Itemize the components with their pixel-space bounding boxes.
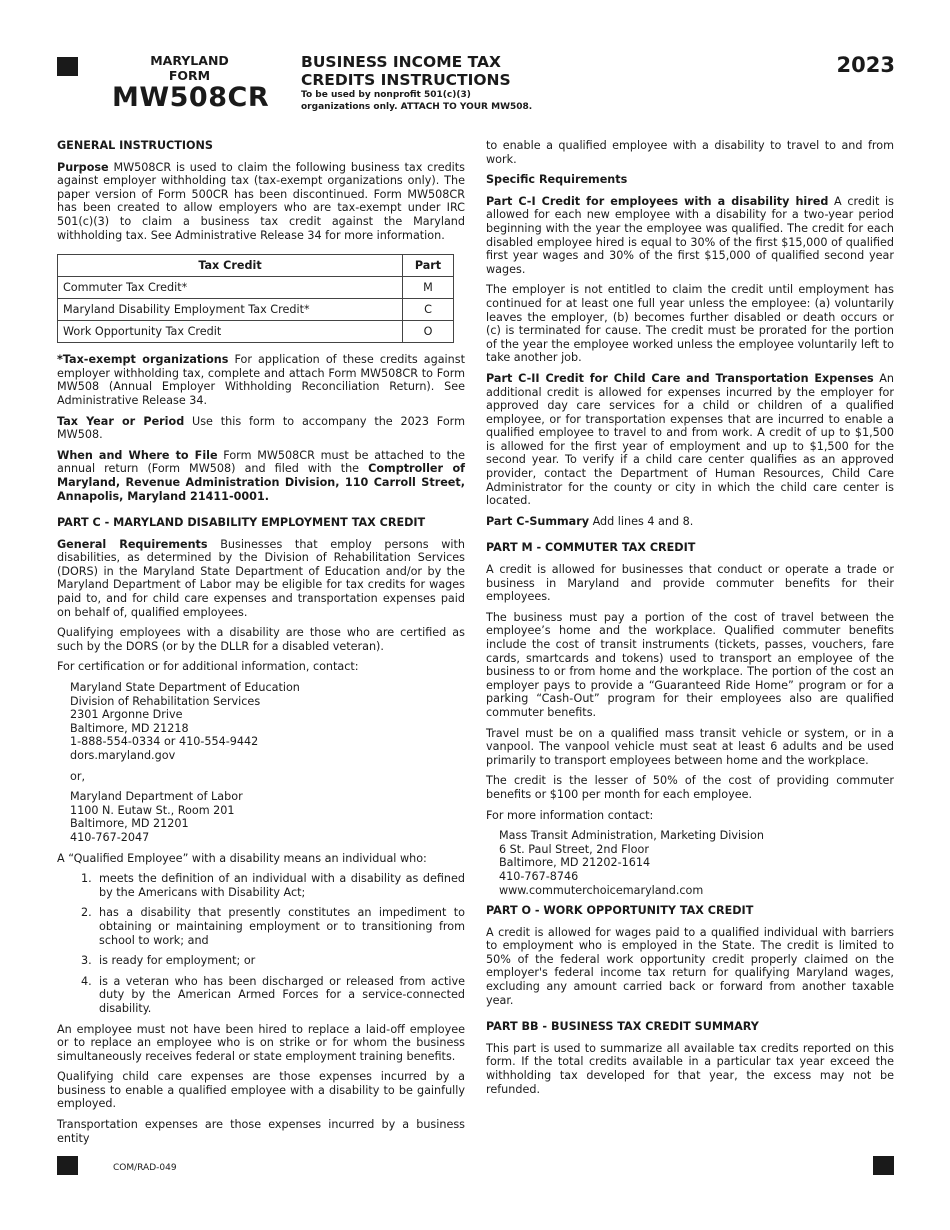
- column-header-part: Part: [403, 255, 454, 277]
- registration-mark-bottom-right: [873, 1156, 894, 1175]
- part-c-ii-label: Part C-II Credit for Child Care and Transportation Expenses: [486, 371, 874, 385]
- address-line: Baltimore, MD 21201: [70, 817, 189, 831]
- part-o-paragraph: A credit is allowed for wages paid to a qualified individual with barriers to employment who is employed in the State. The credit is limited to 50% of the federal work opportunity credit properly claimed on the employer's federal income tax return for qualifying Maryland wages, excluding any amount carried back or forward from another taxable year.: [486, 925, 894, 1007]
- address-line: 6 St. Paul Street, 2nd Floor: [499, 842, 649, 856]
- tax-exempt-paragraph: [57, 353, 465, 407]
- part-c-summary-paragraph: [486, 515, 894, 529]
- registration-mark-bottom-left: [57, 1156, 78, 1175]
- part-m-contact-intro: For more information contact:: [486, 808, 654, 822]
- list-item: [57, 872, 465, 899]
- purpose-text: MW508CR is used to claim the following business tax credits against employer withholding tax (tax-exempt organizations only). The paper version of Form 500CR has been discontinued. Form MW508CR has been created to allow employers who are tax-exempt under IRC 501(c)(3) to claim a business tax credit against the Maryland withholding tax. See Administrative Release 34 for more information.: [57, 160, 465, 242]
- state-label: MARYLAND: [150, 53, 229, 68]
- tax-credit-table: [57, 254, 454, 343]
- child-care-expenses-paragraph: Qualifying child care expenses are those expenses incurred by a business to enable a qualified employee with a disability to be gainfully employed.: [57, 1070, 465, 1111]
- address-line: dors.maryland.gov: [70, 749, 176, 762]
- list-number: 4.: [81, 974, 92, 988]
- part-c-i-continued-paragraph: The employer is not entitled to claim the credit until employment has continued for at least one full year unless the employee: (a) voluntarily leaves the employer, (b) becomes further disabled or death occurs or (c) is terminated for cause. The credit must be prorated for the portion of the year the employee worked unless the employee voluntarily left to take another job.: [486, 283, 894, 365]
- specific-requirements-heading: Specific Requirements: [486, 173, 628, 187]
- filing-address: Comptroller of Maryland, Revenue Administration Division, 110 Carroll Street, Annapolis, Maryland 21411-0001.: [57, 462, 465, 503]
- part-m-paragraph-3: Travel must be on a qualified mass transit vehicle or system, or in a vanpool. The vanpool vehicle must seat at least 6 adults and be used primarily to transport employees between home and the workplace.: [486, 726, 894, 767]
- part-c-ii-text: An additional credit is allowed for expenses incurred by the employer for approved day care services for a child or children of a qualified employee, or for transportation expenses that are incurred to enable a qualified employee to travel to and from work. A credit of up to $1,500 is allowed for the first year of employment and up to $1,500 for the second year. To verify if a child care center qualifies as an approved provider, contact the Department of Human Resources, Child Care Administrator for the county or city in which the child care center is located.: [486, 371, 894, 508]
- column-header-tax-credit: Tax Credit: [58, 255, 403, 277]
- tax-year-text: Use this form to accompany the 2023 Form MW508.: [57, 414, 465, 442]
- list-number: 3.: [81, 954, 92, 968]
- dors-address: [70, 681, 465, 763]
- part-bb-paragraph: This part is used to summarize all available tax credits reported on this form. If the total credits available in a particular tax year exceed the withholding tax developed for that year, the excess may not be refunded.: [486, 1041, 894, 1096]
- form-word: FORM: [168, 68, 211, 83]
- list-number: 2.: [81, 906, 92, 920]
- subtitle-line-1: To be used by nonprofit 501(c)(3): [301, 90, 471, 100]
- part-m-heading: PART M - COMMUTER TAX CREDIT: [486, 541, 696, 555]
- address-line: Maryland Department of Labor: [70, 790, 243, 804]
- registration-mark-top-left: [57, 57, 78, 76]
- list-item-text: meets the definition of an individual with a disability as defined by the Americans with Disability Act;: [99, 872, 465, 899]
- right-column: [486, 139, 894, 1103]
- part-c-summary-label: Part C-Summary: [486, 514, 590, 528]
- transportation-expenses-continued: to enable a qualified employee with a disability to travel to and from work.: [486, 139, 894, 166]
- credit-name: Maryland Disability Employment Tax Credit*: [58, 299, 403, 321]
- mta-address: [499, 829, 894, 897]
- title-line-2: CREDITS INSTRUCTIONS: [301, 71, 511, 89]
- tax-year-label: Tax Year or Period: [57, 414, 185, 428]
- list-item-text: has a disability that presently constitutes an impediment to obtaining or maintaining employment or to transitioning from school to work; and: [99, 906, 465, 947]
- address-line: Maryland State Department of Education: [70, 681, 300, 695]
- form-name: MW508CR: [112, 82, 270, 113]
- part-m-paragraph-2: The business must pay a portion of the cost of travel between the employee’s home and the workplace. Qualified commuter benefits include the cost of transit instruments (tickets, passes, vouchers, fare cards, smartcards and tokens) used to transport an employee of the business to or from home and the workplace. The portion of the cost an employer pays to provide a “Guaranteed Ride Home” program or for a parking “Cash-Out” program for their employees also are qualified commuter benefits.: [486, 610, 894, 719]
- part-c-i-paragraph: [486, 195, 894, 277]
- table-row: [58, 277, 454, 299]
- qualifying-employees-paragraph: Qualifying employees with a disability are those who are certified as such by the DORS (or by the DLLR for a disabled veteran).: [57, 626, 465, 653]
- or-text: or,: [70, 769, 86, 783]
- address-line: Baltimore, MD 21202-1614: [499, 856, 651, 870]
- subtitle-line-2: organizations only. ATTACH TO YOUR MW508.: [301, 102, 533, 112]
- part-bb-heading: PART BB - BUSINESS TAX CREDIT SUMMARY: [486, 1020, 759, 1034]
- part-c-i-text: A credit is allowed for each new employee with a disability for a two-year period beginning with the year the employee was qualified. The credit for each disabled employee hired is equal to 30% of the first $15,000 of qualified first year wages and 30% of the first $15,000 of qualified second year wages.: [486, 194, 894, 276]
- title-line-1: BUSINESS INCOME TAX: [301, 53, 501, 71]
- credit-part: O: [403, 321, 454, 343]
- general-instructions-heading: GENERAL INSTRUCTIONS: [57, 139, 213, 152]
- not-hired-to-replace-paragraph: An employee must not have been hired to replace a laid-off employee or to replace an employee who is on strike or for whom the business simultaneously receives federal or state employment training benefits.: [57, 1022, 465, 1063]
- address-line: 410-767-8746: [499, 869, 579, 883]
- part-c-ii-paragraph: [486, 372, 894, 508]
- form-code: COM/RAD-049: [113, 1163, 177, 1173]
- address-line: Mass Transit Administration, Marketing Division: [499, 829, 764, 843]
- tax-exempt-label: *Tax-exempt organizations: [57, 353, 229, 367]
- general-requirements-paragraph: [57, 538, 465, 620]
- table-row: [58, 321, 454, 343]
- transportation-expenses-paragraph: Transportation expenses are those expenses incurred by a business entity: [57, 1118, 465, 1145]
- when-where-label: When and Where to File: [57, 448, 218, 462]
- address-line: 1100 N. Eutaw St., Room 201: [70, 803, 235, 817]
- table-header-row: [58, 255, 454, 277]
- part-c-heading: PART C - MARYLAND DISABILITY EMPLOYMENT TAX CREDIT: [57, 516, 426, 530]
- part-m-paragraph-1: A credit is allowed for businesses that conduct or operate a trade or business in Maryland and provide commuter benefits for their employees.: [486, 563, 894, 604]
- list-item-text: is ready for employment; or: [99, 954, 256, 968]
- list-item: [57, 975, 465, 1016]
- part-c-summary-text: Add lines 4 and 8.: [589, 514, 694, 528]
- tax-exempt-text: For application of these credits against employer withholding tax, complete and attach Form MW508CR to Form MW508 (Annual Employer Withholding Reconciliation Return). See Administrative Release 34.: [57, 353, 465, 407]
- address-line: 1-888-554-0334 or 410-554-9442: [70, 735, 259, 749]
- labor-department-address: [70, 790, 465, 844]
- certification-contact-intro: For certification or for additional information, contact:: [57, 660, 359, 674]
- purpose-paragraph: [57, 161, 465, 243]
- list-item: [57, 906, 465, 947]
- credit-part: M: [403, 277, 454, 299]
- credit-name: Commuter Tax Credit*: [58, 277, 403, 299]
- tax-year: 2023: [836, 53, 895, 77]
- purpose-label: Purpose: [57, 160, 109, 174]
- general-requirements-label: General Requirements: [57, 537, 208, 551]
- table-row: [58, 299, 454, 321]
- general-requirements-text: Businesses that employ persons with disabilities, as determined by the Division of Rehabilitation Services (DORS) in the Maryland State Department of Education and/or by the Maryland Department of Labor may be eligible for tax credits for wages paid to, and for child care expenses and transportation expenses paid on behalf of, qualified employees.: [57, 537, 465, 619]
- left-column: [57, 139, 465, 1152]
- part-m-paragraph-4: The credit is the lesser of 50% of the cost of providing commuter benefits or $100 per month for each employee.: [486, 774, 894, 801]
- list-number: 1.: [81, 872, 92, 886]
- part-c-i-label: Part C-I Credit for employees with a disability hired: [486, 194, 829, 208]
- list-item: [57, 954, 465, 968]
- form-identifier: [112, 53, 270, 113]
- document-title: [301, 53, 601, 113]
- credit-part: C: [403, 299, 454, 321]
- credit-name: Work Opportunity Tax Credit: [58, 321, 403, 343]
- address-line: Baltimore, MD 21218: [70, 721, 189, 735]
- part-o-heading: PART O - WORK OPPORTUNITY TAX CREDIT: [486, 904, 754, 918]
- qualified-employee-intro: A “Qualified Employee” with a disability means an individual who:: [57, 851, 427, 865]
- address-line: www.commuterchoicemaryland.com: [499, 883, 704, 897]
- list-item-text: is a veteran who has been discharged or released from active duty by the American Armed Forces for a service-connected disability.: [99, 974, 465, 1015]
- when-where-paragraph: [57, 449, 465, 503]
- qualified-employee-list: [57, 872, 465, 1015]
- when-where-text: Form MW508CR must be attached to the annual return (Form MW508) and filed with the: [57, 448, 465, 476]
- tax-year-paragraph: [57, 415, 465, 442]
- address-line: Division of Rehabilitation Services: [70, 694, 261, 708]
- address-line: 2301 Argonne Drive: [70, 708, 183, 722]
- address-line: 410-767-2047: [70, 830, 150, 844]
